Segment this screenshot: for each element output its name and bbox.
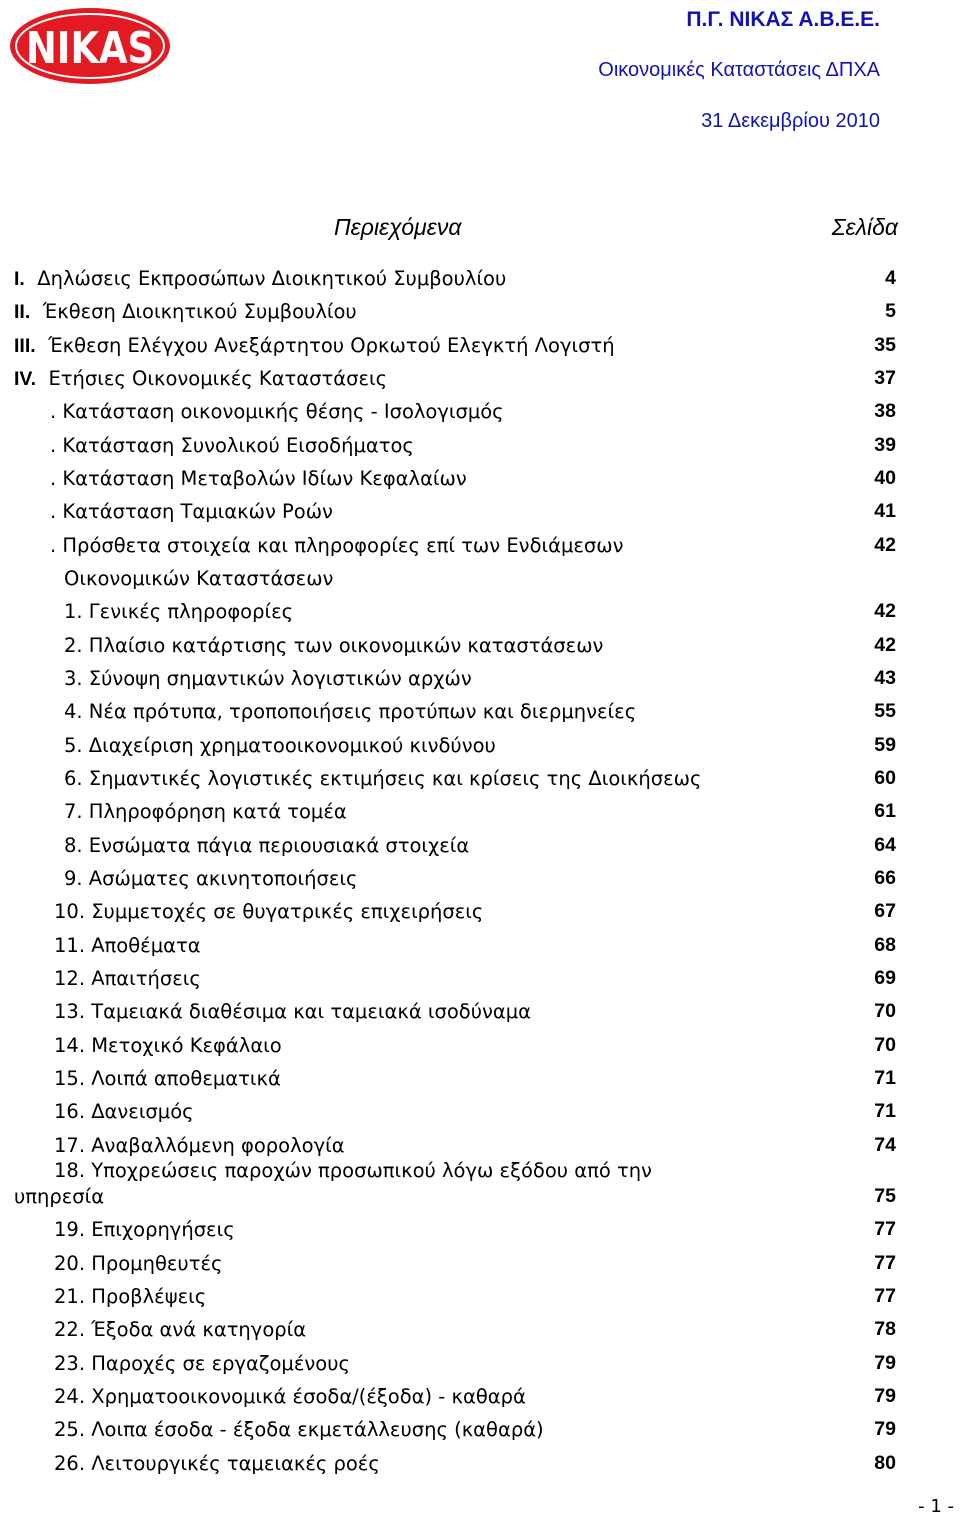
toc-entry-page: 68 — [874, 934, 896, 956]
toc-entry[interactable] — [0, 667, 960, 695]
toc-entry-page: 40 — [874, 467, 896, 489]
contents-heading: Περιεχόμενα — [334, 214, 462, 240]
toc-entry[interactable] — [0, 734, 960, 762]
toc-entry-page: 4 — [885, 267, 896, 289]
toc-entry-label: 18. Υποχρεώσεις παροχών προσωπικού λόγω εξόδου από την — [54, 1159, 652, 1182]
toc-entry-label: 5. Διαχείριση χρηματοοικονομικού κινδύνου — [64, 734, 496, 757]
toc-entry-page: 77 — [874, 1252, 896, 1274]
report-date: 31 Δεκεμβρίου 2010 — [701, 110, 880, 132]
toc-entry-label: Έκθεση Ελέγχου Ανεξάρτητου Ορκωτού Ελεγκτή Λογιστή — [48, 334, 615, 357]
toc-entry-label: 2. Πλαίσιο κατάρτισης των οικονομικών καταστάσεων — [64, 634, 604, 657]
toc-entry-label: Έκθεση Διοικητικού Συμβουλίου — [42, 300, 357, 323]
toc-entry-page: 64 — [874, 834, 896, 856]
toc-entry-label: 19. Επιχορηγήσεις — [54, 1218, 235, 1241]
toc-entry-page: 71 — [874, 1067, 896, 1089]
toc-entry[interactable] — [0, 900, 960, 928]
toc-entry-label: 17. Αναβαλλόμενη φορολογία — [54, 1134, 345, 1157]
toc-entry[interactable] — [0, 800, 960, 828]
toc-entry-page: 74 — [874, 1134, 896, 1156]
toc-entry-page: 75 — [874, 1185, 896, 1207]
toc-entry[interactable] — [0, 334, 960, 362]
toc-entry[interactable] — [0, 600, 960, 628]
toc-entry-page: 71 — [874, 1100, 896, 1122]
toc-entry-numeral: II. — [14, 301, 31, 323]
page-column-heading: Σελίδα — [831, 214, 898, 240]
toc-entry-label: 9. Ασώματες ακινητοποιήσεις — [64, 867, 358, 890]
toc-entry-page: 70 — [874, 1034, 896, 1056]
toc-entry-page: 66 — [874, 867, 896, 889]
toc-entry-page: 70 — [874, 1000, 896, 1022]
toc-entry-page: 77 — [874, 1218, 896, 1240]
toc-entry-page: 61 — [874, 800, 896, 822]
toc-entry-page: 38 — [874, 400, 896, 422]
toc-entry[interactable] — [0, 1418, 960, 1446]
toc-entry[interactable] — [0, 400, 960, 428]
toc-entry[interactable] — [0, 1134, 960, 1162]
toc-entry-label: 10. Συμμετοχές σε θυγατρικές επιχειρήσεις — [54, 900, 484, 923]
toc-entry-page: 37 — [874, 367, 896, 389]
toc-entry-page: 43 — [874, 667, 896, 689]
toc-entry-page: 39 — [874, 434, 896, 456]
toc-entry[interactable] — [0, 1159, 960, 1187]
toc-entry-numeral: I. — [14, 268, 25, 290]
toc-entry[interactable] — [0, 1067, 960, 1095]
toc-entry-label: 24. Χρηματοοικονομικά έσοδα/(έξοδα) - καθαρά — [54, 1385, 526, 1408]
toc-entry[interactable] — [0, 300, 960, 328]
toc-entry-label: . Κατάσταση οικονομικής θέσης - Ισολογισμός — [50, 400, 504, 423]
toc-entry-label: 21. Προβλέψεις — [54, 1285, 207, 1308]
logo-text: NIKAS — [26, 23, 154, 74]
toc-entry-page: 42 — [874, 600, 896, 622]
page-number: - 1 - — [918, 1496, 954, 1517]
toc-entry-continuation — [0, 567, 960, 595]
toc-entry[interactable] — [0, 867, 960, 895]
toc-entry[interactable] — [0, 1452, 960, 1480]
toc-entry-label: 4. Νέα πρότυπα, τροποποιήσεις προτύπων και διερμηνείες — [64, 700, 637, 723]
toc-entry[interactable] — [0, 634, 960, 662]
toc-entry[interactable] — [0, 434, 960, 462]
toc-entry[interactable] — [0, 700, 960, 728]
toc-entry-numeral: III. — [14, 335, 36, 357]
toc-entry-label: 1. Γενικές πληροφορίες — [64, 600, 294, 623]
toc-entry-label: Οικονομικών Καταστάσεων — [64, 567, 334, 590]
toc-entry-label: Δηλώσεις Εκπροσώπων Διοικητικού Συμβουλίου — [37, 267, 507, 290]
toc-entry[interactable] — [0, 500, 960, 528]
nikas-logo — [8, 6, 172, 86]
toc-entry-label: . Κατάσταση Μεταβολών Ιδίων Κεφαλαίων — [50, 467, 467, 490]
toc-entry-label: 12. Απαιτήσεις — [54, 967, 201, 990]
toc-entry-label: 22. Έξοδα ανά κατηγορία — [54, 1318, 307, 1341]
toc-entry[interactable] — [0, 767, 960, 795]
toc-entry[interactable] — [0, 1000, 960, 1028]
toc-entry-page: 5 — [885, 300, 896, 322]
toc-entry[interactable] — [0, 1385, 960, 1413]
toc-entry-label: 7. Πληροφόρηση κατά τομέα — [64, 800, 347, 823]
toc-entry-label: . Κατάσταση Ταμιακών Ροών — [50, 500, 333, 523]
toc-entry[interactable] — [0, 267, 960, 295]
toc-entry[interactable] — [0, 534, 960, 562]
toc-entry-page: 80 — [874, 1452, 896, 1474]
toc-entry-numeral: IV. — [14, 368, 37, 390]
toc-entry-label: 20. Προμηθευτές — [54, 1252, 223, 1275]
toc-entry-label: . Πρόσθετα στοιχεία και πληροφορίες επί των Ενδιάμεσων — [50, 534, 624, 557]
toc-entry-page: 79 — [874, 1385, 896, 1407]
toc-entry[interactable] — [0, 1318, 960, 1346]
toc-entry-label: 23. Παροχές σε εργαζομένους — [54, 1352, 350, 1375]
toc-entry-label: 15. Λοιπά αποθεματικά — [54, 1067, 281, 1090]
toc-entry[interactable] — [0, 1100, 960, 1128]
toc-entry-label: 3. Σύνοψη σημαντικών λογιστικών αρχών — [64, 667, 472, 690]
toc-entry[interactable] — [0, 1252, 960, 1280]
company-name: Π.Γ. ΝΙΚΑΣ Α.Β.Ε.Ε. — [686, 8, 880, 31]
document-subtitle: Οικονομικές Καταστάσεις ΔΠΧΑ — [598, 59, 880, 81]
toc-entry-page: 59 — [874, 734, 896, 756]
toc-entry-label: 25. Λοιπα έσοδα - έξοδα εκμετάλλευσης (καθαρά) — [54, 1418, 544, 1441]
toc-entry-label: Ετήσιες Οικονομικές Καταστάσεις — [48, 367, 388, 390]
toc-entry[interactable] — [0, 1034, 960, 1062]
toc-entry[interactable] — [0, 1352, 960, 1380]
toc-entry-label: 11. Αποθέματα — [54, 934, 201, 957]
toc-entry-label: 14. Μετοχικό Κεφάλαιο — [54, 1034, 282, 1057]
toc-entry-page: 79 — [874, 1418, 896, 1440]
toc-entry-label: 13. Ταμειακά διαθέσιμα και ταμειακά ισοδύναμα — [54, 1000, 531, 1023]
toc-entry-label: υπηρεσία — [14, 1185, 105, 1208]
toc-entry-label: 8. Ενσώματα πάγια περιουσιακά στοιχεία — [64, 834, 470, 857]
toc-entry-label: 6. Σημαντικές λογιστικές εκτιμήσεις και κρίσεις της Διοικήσεως — [64, 767, 702, 790]
toc-entry[interactable] — [0, 467, 960, 495]
toc-entry[interactable] — [0, 367, 960, 395]
toc-entry-page: 41 — [874, 500, 896, 522]
toc-entry-page: 69 — [874, 967, 896, 989]
toc-entry[interactable] — [0, 834, 960, 862]
toc-entry[interactable] — [0, 1285, 960, 1313]
toc-entry-label: . Κατάσταση Συνολικού Εισοδήματος — [50, 434, 414, 457]
toc-entry[interactable] — [0, 934, 960, 962]
toc-entry-page: 67 — [874, 900, 896, 922]
toc-entry[interactable] — [0, 1218, 960, 1246]
toc-entry-continuation[interactable] — [0, 1185, 960, 1213]
toc-entry[interactable] — [0, 967, 960, 995]
toc-entry-page: 35 — [874, 334, 896, 356]
toc-entry-page: 55 — [874, 700, 896, 722]
toc-entry-page: 77 — [874, 1285, 896, 1307]
toc-entry-page: 42 — [874, 534, 896, 556]
toc-entry-page: 60 — [874, 767, 896, 789]
toc-entry-page: 42 — [874, 634, 896, 656]
toc-entry-label: 16. Δανεισμός — [54, 1100, 194, 1123]
toc-entry-page: 79 — [874, 1352, 896, 1374]
toc-entry-page: 78 — [874, 1318, 896, 1340]
toc-entry-label: 26. Λειτουργικές ταμειακές ροές — [54, 1452, 380, 1475]
